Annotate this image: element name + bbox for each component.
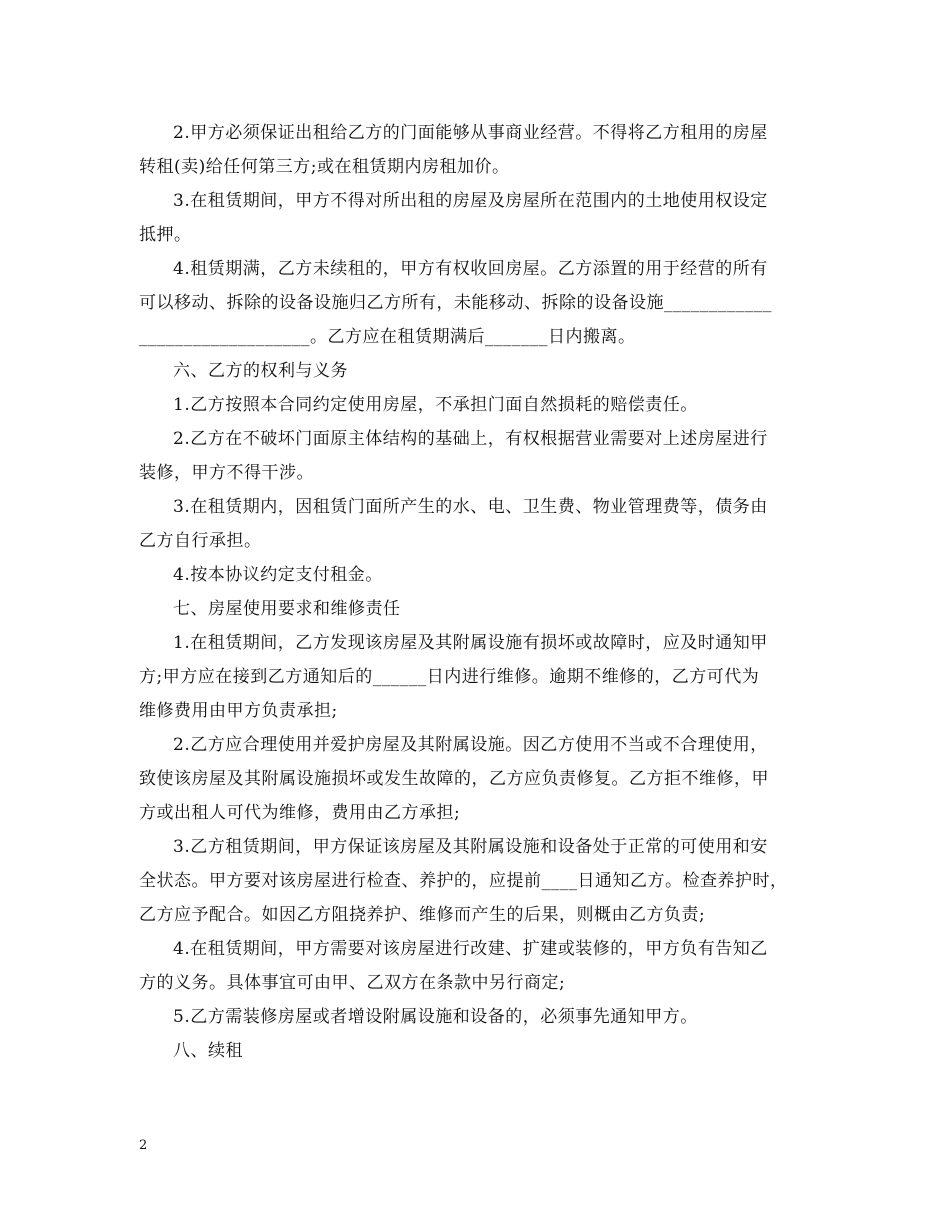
- clause-line: 1.乙方按照本合同约定使用房屋，不承担门面自然损耗的赔偿责任。: [173, 395, 698, 415]
- clause-line: 乙方应予配合。如因乙方阻挠养护、维修而产生的后果，则概由乙方负责;: [139, 905, 706, 925]
- clause-line: 2.乙方应合理使用并爱护房屋及其附属设施。因乙方使用不当或不合理使用，: [173, 735, 768, 755]
- clause-line: 3.在租赁期间，甲方不得对所出租的房屋及房屋所在范围内的土地使用权设定: [173, 191, 768, 211]
- section-heading: 八、续租: [173, 1041, 243, 1061]
- clause-line: 乙方自行承担。: [139, 531, 262, 551]
- clause-line: 全状态。甲方要对该房屋进行检查、养护的，应提前____日通知乙方。检查养护时，: [139, 871, 788, 891]
- section-heading: 六、乙方的权利与义务: [173, 361, 348, 381]
- clause-line: 4.在租赁期间，甲方需要对该房屋进行改建、扩建或装修的，甲方负有告知乙: [173, 939, 768, 959]
- clause-line: 抵押。: [139, 225, 192, 245]
- clause-line: ___________________。乙方应在租赁期满后_______日内搬离。: [139, 327, 636, 347]
- section-heading: 七、房屋使用要求和维修责任: [173, 599, 401, 619]
- clause-line: 可以移动、拆除的设备设施归乙方所有，未能移动、拆除的设备设施____________: [139, 293, 772, 313]
- clause-line: 致使该房屋及其附属设施损坏或发生故障的，乙方应负责修复。乙方拒不维修，甲: [139, 769, 769, 789]
- clause-line: 1.在租赁期间，乙方发现该房屋及其附属设施有损坏或故障时，应及时通知甲: [173, 633, 768, 653]
- clause-line: 2.甲方必须保证出租给乙方的门面能够从事商业经营。不得将乙方租用的房屋: [173, 123, 768, 143]
- document-body: [139, 116, 819, 1068]
- clause-line: 转租(卖)给任何第三方;或在租赁期内房租加价。: [139, 157, 510, 177]
- clause-line: 4.按本协议约定支付租金。: [173, 565, 383, 585]
- page-number: 2: [139, 1138, 148, 1153]
- clause-line: 方;甲方应在接到乙方通知后的______日内进行维修。逾期不维修的，乙方可代为: [139, 667, 760, 687]
- clause-line: 4.租赁期满，乙方未续租的，甲方有权收回房屋。乙方添置的用于经营的所有: [173, 259, 768, 279]
- clause-line: 维修费用由甲方负责承担;: [139, 701, 338, 721]
- clause-line: 3.乙方租赁期间，甲方保证该房屋及其附属设施和设备处于正常的可使用和安: [173, 837, 768, 857]
- clause-line: 5.乙方需装修房屋或者增设附属设施和设备的，必须事先通知甲方。: [173, 1007, 698, 1027]
- clause-line: 装修，甲方不得干涉。: [139, 463, 314, 483]
- clause-line: 2.乙方在不破坏门面原主体结构的基础上，有权根据营业需要对上述房屋进行: [173, 429, 768, 449]
- clause-line: 方或出租人可代为维修，费用由乙方承担;: [139, 803, 461, 823]
- clause-line: 3.在租赁期内，因租赁门面所产生的水、电、卫生费、物业管理费等，债务由: [173, 497, 768, 517]
- clause-line: 方的义务。具体事宜可由甲、乙双方在条款中另行商定;: [139, 973, 566, 993]
